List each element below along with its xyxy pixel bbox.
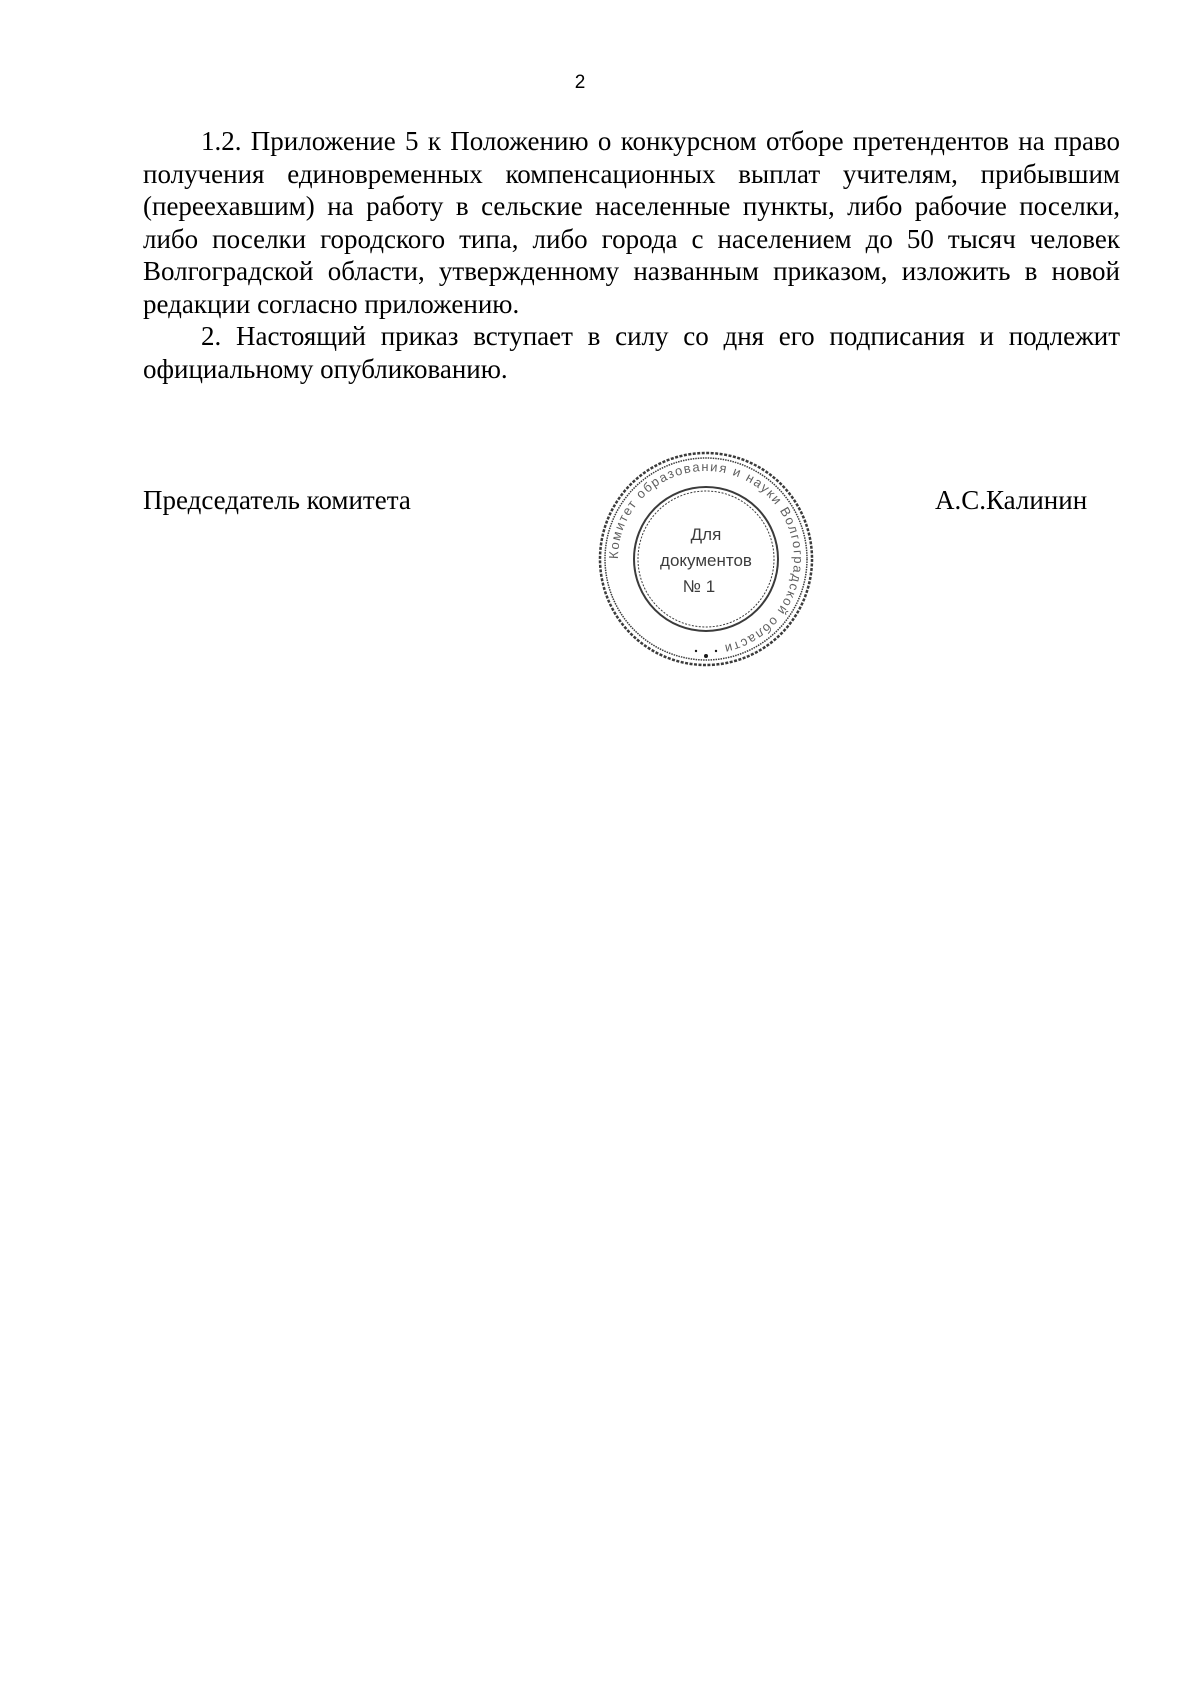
paragraph-2: 2. Настоящий приказ вступает в силу со дня его подписания и подлежит официальному опубликованию. — [143, 321, 1120, 384]
body-text — [143, 125, 1120, 385]
paragraph-1-2: 1.2. Приложение 5 к Положению о конкурсном отборе претендентов на право получения единовременных компенсационных выплат учителям, прибывшим (переехавшим) на работу в сельские населенные пункты, либо рабочие поселки, либо поселки городского типа, либо города с населением до 50 тысяч человек Волгоградской области, утвержденному названным приказом, изложить в новой редакции согласно приложению. — [143, 126, 1120, 319]
stamp-ring-text: Комитет образования и науки Волгоградской области — [605, 458, 807, 658]
stamp-line-3: № 1 — [682, 577, 716, 596]
stamp-line-1: Для — [690, 525, 722, 544]
stamp-line-2: документов — [660, 551, 752, 570]
signer-title: Председатель комитета — [143, 485, 411, 515]
page-number: 2 — [574, 72, 586, 93]
signer-name: А.С.Калинин — [935, 485, 1088, 515]
official-stamp-icon — [595, 448, 817, 670]
